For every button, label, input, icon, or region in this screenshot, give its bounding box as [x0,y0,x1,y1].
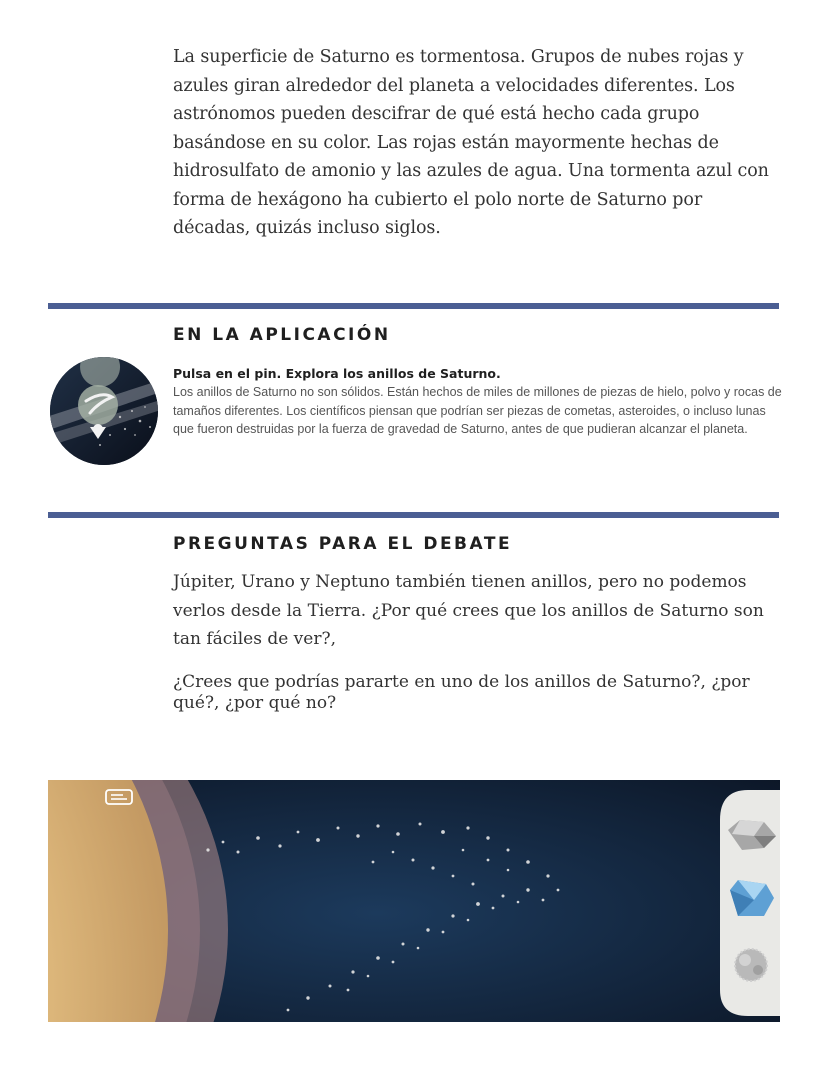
app-description: Los anillos de Saturno no son sólidos. Están hechos de miles de millones de piezas de hielo, polvo y rocas de tamaños diferentes. Los científicos piensan que podrían ser piezas de cometas, asteroides, o incluso lunas que fueron destruidas por la fuerza de gravedad de Saturno, antes de que pudieran alcanzar el planeta. [173,385,782,436]
debate-question-2: ¿Crees que podrías pararte en uno de los anillos de Saturno?, ¿por qué?, ¿por qué no? [173,672,750,713]
app-thumbnail[interactable] [50,357,158,465]
dust-icon[interactable] [735,949,767,981]
intro-paragraph: La superficie de Saturno es tormentosa. Grupos de nubes rojas y azules giran alrededor del planeta a velocidades diferentes. Los astrónomos pueden descifrar de qué está hecho cada grupo basándose en su color. Las rojas están mayormente hechas de hidrosulfato de amonio y las azules de agua. Una tormenta azul con forma de hexágono ha cubierto el polo norte de Saturno por décadas, quizás incluso siglos. [173,47,769,238]
saturn-rings-illustration [48,780,780,1022]
debate-question-1: Júpiter, Urano y Neptuno también tienen anillos, pero no podemos verlos desde la Tierra. ¿Por qué crees que los anillos de Saturno son tan fáciles de ver?, [173,572,764,649]
app-section-heading: EN LA APLICACIÓN [173,325,391,345]
app-instruction-title: Pulsa en el pin. Explora los anillos de Saturno. [173,366,501,381]
section-divider [48,512,779,518]
section-divider [48,303,779,309]
debate-section-heading: PREGUNTAS PARA EL DEBATE [173,534,513,554]
